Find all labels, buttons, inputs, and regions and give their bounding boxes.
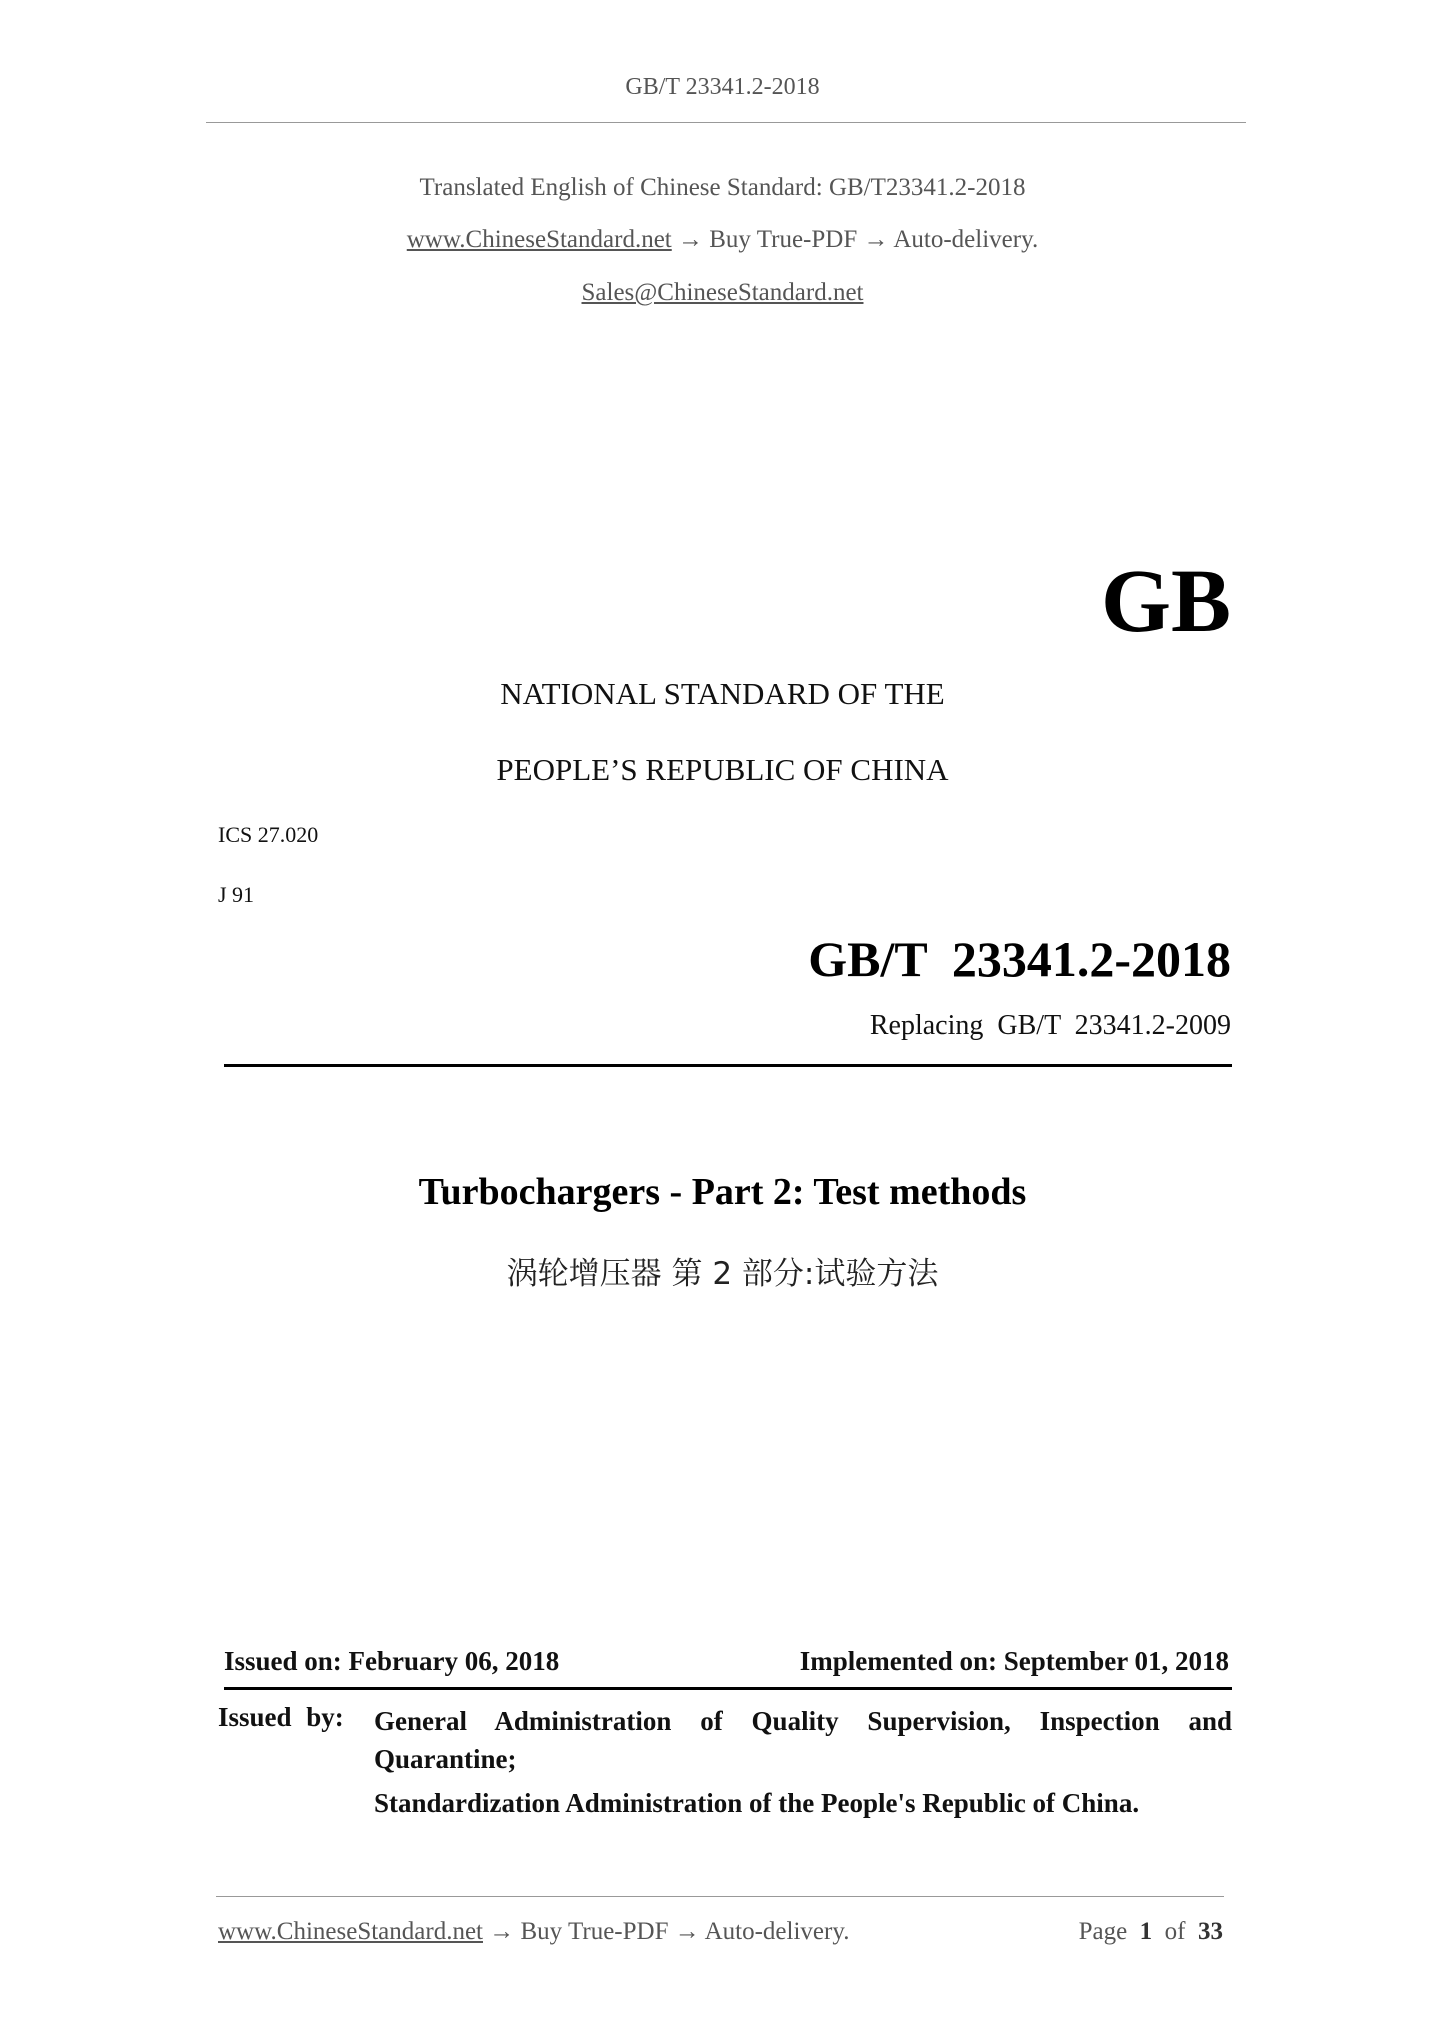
footer-buy-text: Buy True-PDF bbox=[520, 1918, 669, 1945]
implemented-on-date: Implemented on: September 01, 2018 bbox=[799, 1646, 1229, 1676]
standard-number: GB/T 23341.2-2018 bbox=[808, 931, 1231, 987]
page-indicator bbox=[1079, 1918, 1223, 1946]
email-link[interactable]: Sales@ChineseStandard.net bbox=[581, 279, 864, 306]
email-line bbox=[0, 279, 1445, 307]
document-title-en: Turbochargers - Part 2: Test methods bbox=[418, 1171, 1027, 1213]
national-standard-line1: NATIONAL STANDARD OF THE bbox=[500, 676, 945, 711]
arrow-icon: → bbox=[674, 1918, 700, 1945]
page-label: Page bbox=[1078, 1918, 1128, 1945]
issuer-line1: General Administration of Quality Supervision, Inspection and Quarantine; bbox=[374, 1706, 1232, 1774]
title-divider bbox=[224, 1064, 1232, 1067]
ccs-code: J 91 bbox=[218, 882, 255, 907]
arrow-icon: → bbox=[489, 1918, 515, 1945]
of-label: of bbox=[1164, 1918, 1186, 1945]
replacing-note: Replacing GB/T 23341.2-2009 bbox=[869, 1010, 1231, 1041]
promo-line bbox=[0, 226, 1445, 254]
footer-delivery-text: Auto-delivery. bbox=[704, 1918, 850, 1945]
header-divider bbox=[206, 122, 1246, 123]
ics-code: ICS 27.020 bbox=[218, 822, 319, 847]
site-link[interactable]: www.ChineseStandard.net bbox=[406, 226, 672, 253]
translation-notice: Translated English of Chinese Standard: GB/T23341.2-2018 bbox=[419, 174, 1026, 201]
footer-promo bbox=[218, 1918, 849, 1946]
footer-divider bbox=[216, 1896, 1224, 1897]
arrow-icon: → bbox=[863, 226, 889, 253]
document-title-cn: 涡轮增压器 第 2 部分:试验方法 bbox=[506, 1256, 939, 1292]
issuer-line2: Standardization Administration of the People's Republic of China. bbox=[374, 1788, 1140, 1818]
buy-text: Buy True-PDF bbox=[709, 226, 858, 253]
running-header: GB/T 23341.2-2018 bbox=[625, 74, 820, 100]
national-standard-line2: PEOPLE’S REPUBLIC OF CHINA bbox=[496, 752, 949, 787]
arrow-icon: → bbox=[678, 226, 703, 253]
delivery-text: Auto-delivery. bbox=[893, 226, 1039, 253]
issued-on-date: Issued on: February 06, 2018 bbox=[224, 1646, 560, 1676]
gb-logo: GB bbox=[1100, 552, 1231, 651]
page-current: 1 bbox=[1139, 1918, 1153, 1945]
dates-divider bbox=[224, 1687, 1232, 1690]
issued-by-label: Issued by: bbox=[218, 1702, 344, 1732]
footer-site-link[interactable]: www.ChineseStandard.net bbox=[218, 1918, 483, 1945]
page-total: 33 bbox=[1198, 1918, 1223, 1945]
